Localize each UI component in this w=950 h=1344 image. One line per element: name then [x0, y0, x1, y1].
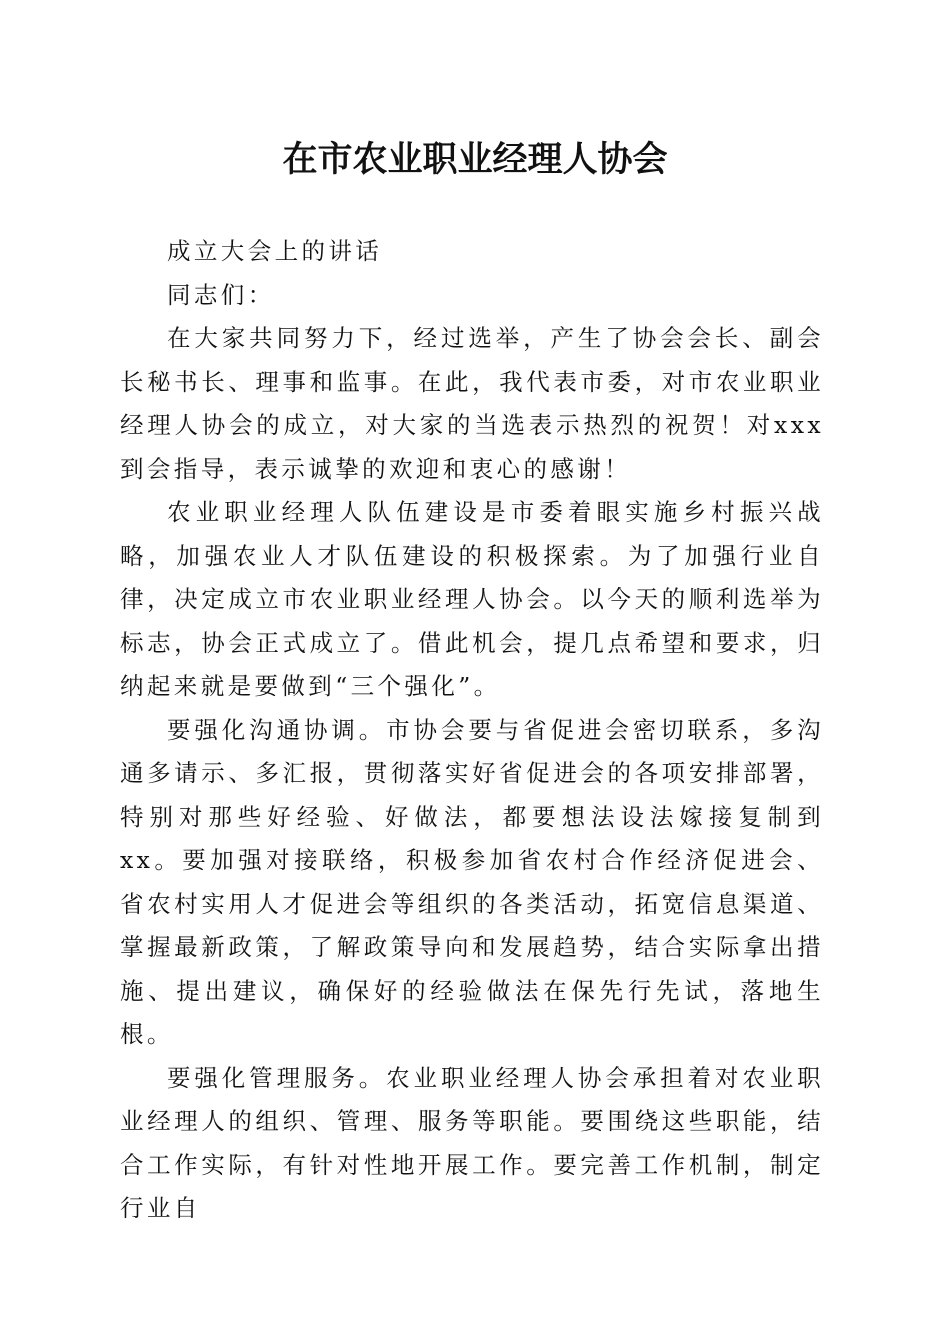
speech-subtitle: 成立大会上的讲话 [167, 237, 383, 265]
paragraph-intro: 在大家共同努力下，经过选举，产生了协会会长、副会长秘书长、理事和监事。在此，我代表市委，对市农业职业经理人协会的成立，对大家的当选表示热烈的祝贺！对xxx到会指导，表示诚挚的欢迎和衷心的感谢！ [120, 324, 824, 483]
document-title: 在市农业职业经理人协会 [282, 139, 668, 180]
paragraph-communication: 要强化沟通协调。市协会要与省促进会密切联系，多沟通多请示、多汇报，贯彻落实好省促进会的各项安排部署，特别对那些好经验、好做法，都要想法设法嫁接复制到xx。要加强对接联络，积极参加省农村合作经济促进会、省农村实用人才促进会等组织的各类活动，拓宽信息渠道、掌握最新政策，了解政策导向和发展趋势，结合实际拿出措施、提出建议，确保好的经验做法在保先行先试，落地生根。 [120, 715, 824, 1048]
document-body [120, 230, 824, 1231]
salutation: 同志们： [167, 280, 275, 309]
paragraph-background: 农业职业经理人队伍建设是市委着眼实施乡村振兴战略，加强农业人才队伍建设的积极探索。为了加强行业自律，决定成立市农业职业经理人协会。以今天的顺利选举为标志，协会正式成立了。借此机会，提几点希望和要求，归纳起来就是要做到“三个强化”。 [120, 498, 824, 700]
paragraph-management: 要强化管理服务。农业职业经理人协会承担着对农业职业经理人的组织、管理、服务等职能。要围绕这些职能，结合工作实际，有针对性地开展工作。要完善工作机制，制定行业自 [120, 1063, 824, 1222]
